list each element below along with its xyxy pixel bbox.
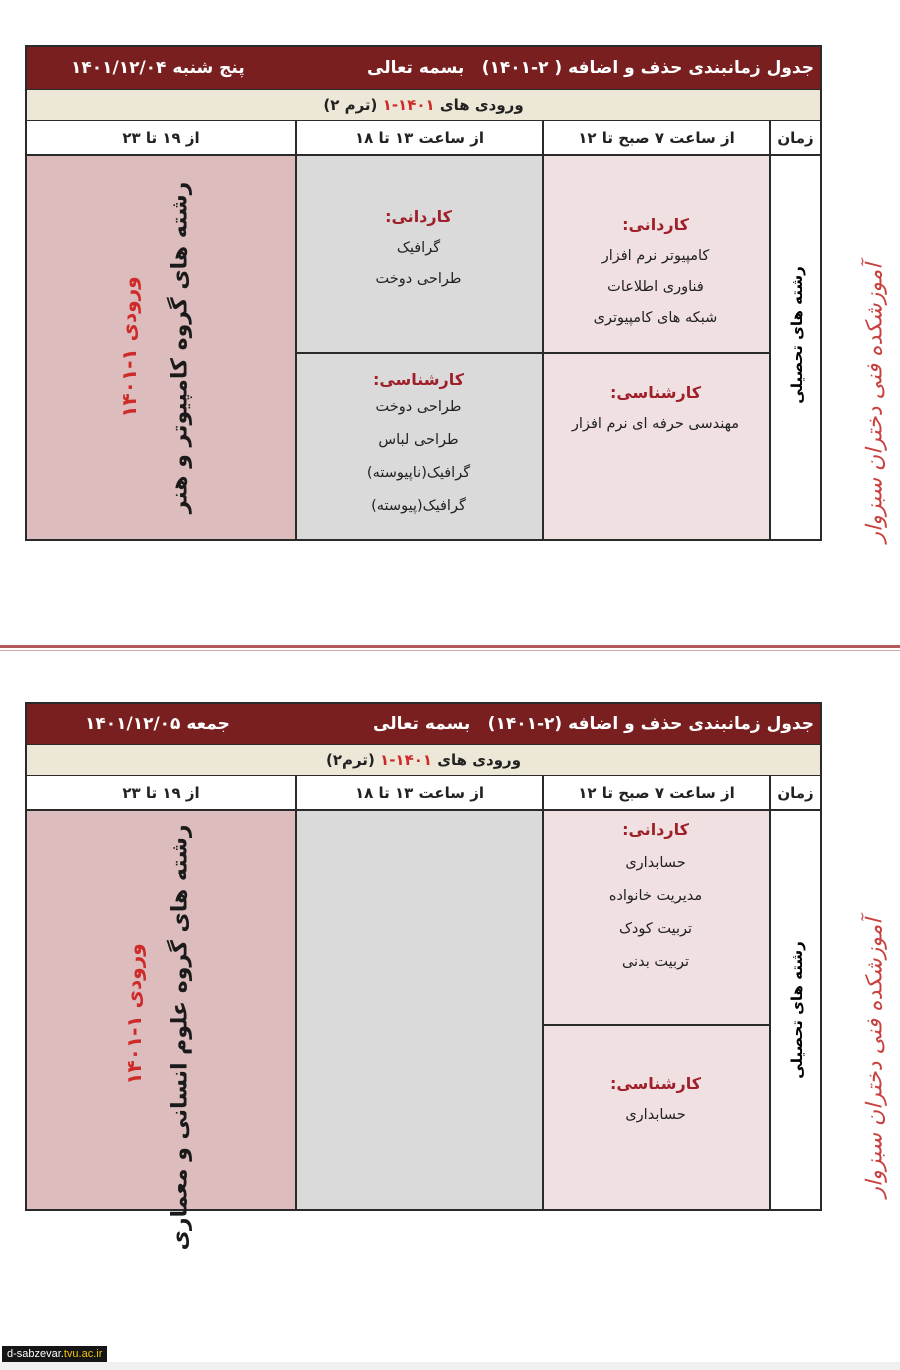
institute-signature: آموزشکده فنی دختران سبزوار — [862, 263, 888, 543]
list-item: تربیت بدنی — [621, 954, 690, 970]
afternoon-cell-empty — [295, 811, 542, 1209]
list-item: حسابداری — [625, 855, 686, 871]
afternoon-karshenasi-block: کارشناسی: طراحی دوخت طراحی لباس گرافیک(ناپیوسته) گرافیک(پیوسته) — [295, 370, 542, 529]
row-label: رشته های تحصیلی — [788, 941, 806, 1079]
morning-karshenasi-block: کارشناسی: حسابداری — [542, 1074, 769, 1138]
list-item: طراحی لباس — [378, 432, 459, 448]
col-header-afternoon: از ساعت ۱۳ تا ۱۸ — [295, 121, 542, 155]
morning-cell — [542, 156, 769, 539]
entry-year: ۱۴۰۱-۱ — [382, 96, 435, 114]
entry-subheader: ورودی های ۱۴۰۱-۱ (ترم۲) — [27, 744, 820, 776]
col-header-time: زمان — [769, 121, 820, 155]
col-header-time: زمان — [769, 776, 820, 810]
entry-subheader: ورودی های ۱۴۰۱-۱ (ترم ۲) — [27, 89, 820, 121]
header-bismillah: بسمه تعالی — [367, 58, 465, 78]
list-item: گرافیک — [396, 240, 441, 256]
list-item: شبکه های کامپیوتری — [593, 310, 718, 326]
list-item: تربیت کودک — [618, 921, 693, 937]
list-item: حسابداری — [625, 1107, 686, 1123]
entry-year: ۱۴۰۱-۱ — [380, 751, 433, 769]
row-label: رشته های تحصیلی — [788, 266, 806, 404]
schedule-table-2 — [25, 702, 822, 1251]
list-item: طراحی دوخت — [375, 271, 462, 287]
list-item: گرافیک(ناپیوسته) — [366, 465, 471, 481]
evening-group-label: رشته های گروه کامپیوتر و هنر — [167, 181, 193, 514]
website-watermark: d-sabzevar.tvu.ac.ir — [2, 1346, 107, 1362]
evening-entry-label: ورودی ۱-۱۴۰۱ — [122, 943, 146, 1085]
col-header-evening: از ۱۹ تا ۲۳ — [27, 121, 295, 155]
section-divider — [0, 645, 900, 648]
table-header — [27, 47, 820, 89]
header-date: پنج شنبه ۱۴۰۱/۱۲/۰۴ — [71, 58, 245, 78]
list-item: مدیریت خانواده — [608, 888, 703, 904]
evening-entry-label: ورودی ۱-۱۴۰۱ — [117, 276, 141, 418]
col-header-morning: از ساعت ۷ صبح تا ۱۲ — [542, 776, 769, 810]
morning-kardani-block: کاردانی: حسابداری مدیریت خانواده تربیت کودک تربیت بدنی — [542, 820, 769, 985]
row-label-cell — [769, 156, 820, 539]
list-item: گرافیک(پیوسته) — [371, 498, 466, 514]
col-header-morning: از ساعت ۷ صبح تا ۱۲ — [542, 121, 769, 155]
header-date: جمعه ۱۴۰۱/۱۲/۰۵ — [85, 714, 230, 734]
col-header-evening: از ۱۹ تا ۲۳ — [27, 776, 295, 810]
institute-signature: آموزشکده فنی دختران سبزوار — [862, 918, 888, 1198]
list-item: فناوری اطلاعات — [607, 279, 704, 295]
row-label-cell — [769, 811, 820, 1209]
table-header — [27, 704, 820, 744]
afternoon-kardani-block: کاردانی: گرافیک طراحی دوخت — [295, 207, 542, 302]
evening-cell — [27, 811, 295, 1251]
evening-group-label: رشته های گروه علوم انسانی و معماری — [167, 824, 193, 1251]
header-title: جدول زمانبندی حذف و اضافه (۲-۱۴۰۱) — [487, 714, 814, 734]
morning-kardani-block: کاردانی: کامپیوتر نرم افزار فناوری اطلاعات شبکه های کامپیوتری — [542, 215, 769, 341]
list-item: کامپیوتر نرم افزار — [601, 248, 710, 264]
list-item: طراحی دوخت — [375, 399, 462, 415]
list-item: مهندسی حرفه ای نرم افزار — [571, 416, 740, 432]
morning-karshenasi-block: کارشناسی: مهندسی حرفه ای نرم افزار — [542, 383, 769, 447]
header-bismillah: بسمه تعالی — [373, 714, 471, 734]
evening-cell — [27, 156, 295, 539]
col-header-afternoon: از ساعت ۱۳ تا ۱۸ — [295, 776, 542, 810]
header-title: جدول زمانبندی حذف و اضافه ( ۲-۱۴۰۱) — [481, 58, 814, 78]
schedule-table-1 — [25, 45, 822, 541]
